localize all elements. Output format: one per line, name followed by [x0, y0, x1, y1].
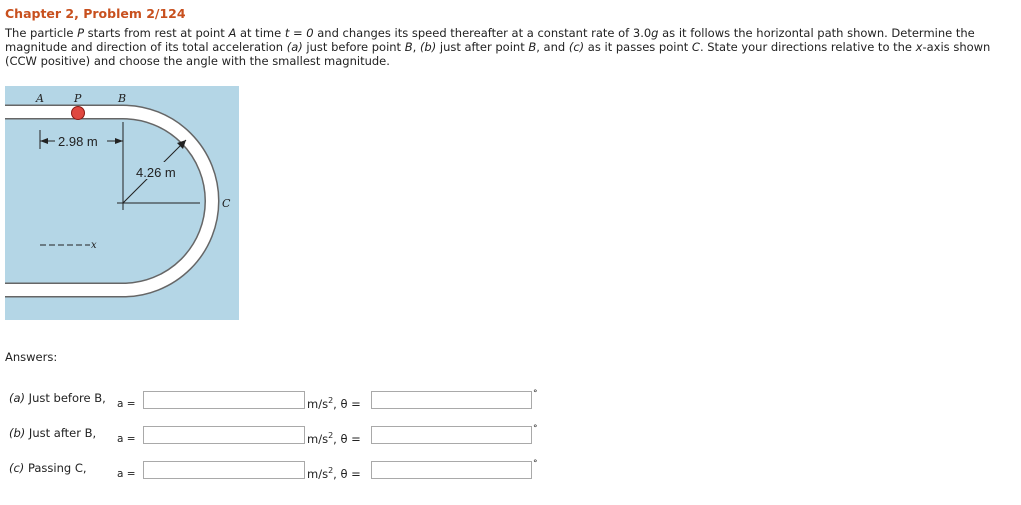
theta-input-c[interactable]	[371, 461, 532, 479]
x-axis-label: x	[91, 240, 97, 251]
label-c: C	[222, 197, 231, 210]
degree-symbol: °	[533, 389, 538, 399]
a-equals-label: a =	[117, 398, 136, 410]
acceleration-input-c[interactable]	[143, 461, 305, 479]
row-label: (b) Just after B,	[9, 426, 97, 440]
answer-row-a	[0, 389, 545, 413]
degree-symbol: °	[533, 424, 538, 434]
theta-input-a[interactable]	[371, 391, 532, 409]
answer-row-b	[0, 424, 545, 448]
acceleration-input-a[interactable]	[143, 391, 305, 409]
answer-row-c	[0, 459, 545, 483]
acceleration-input-b[interactable]	[143, 426, 305, 444]
track-figure	[5, 86, 239, 320]
problem-title: Chapter 2, Problem 2/124	[5, 6, 186, 21]
answers-label: Answers:	[5, 350, 58, 364]
degree-symbol: °	[533, 459, 538, 469]
label-p: P	[74, 92, 82, 105]
particle-p	[72, 107, 85, 120]
a-equals-label: a =	[117, 433, 136, 445]
label-a: A	[36, 92, 44, 105]
unit-label: $m/s^2$, θ =	[307, 466, 361, 481]
label-b: B	[118, 92, 127, 105]
dim-radius-label: 4.26 m	[136, 165, 176, 180]
problem-statement: The particle P starts from rest at point A at time t = 0 and changes its speed thereafter at a constant rate of 3.0g as it follows the horizontal path shown. Determine the magnitude and direction of its total acceleration (a) just before point B, (b) just after point B, and (c) as it passes point C. State your directions relative to the x-axis shown (CCW positive) and choose the angle with the smallest magnitude.	[5, 26, 991, 68]
unit-label: $m/s^2$, θ =	[307, 431, 361, 446]
row-label: (a) Just before B,	[9, 391, 106, 405]
a-equals-label: a =	[117, 468, 136, 480]
theta-input-b[interactable]	[371, 426, 532, 444]
row-label: (c) Passing C,	[9, 461, 87, 475]
unit-label: $m/s^2$, θ =	[307, 396, 361, 411]
dim-length-label: 2.98 m	[58, 134, 98, 149]
